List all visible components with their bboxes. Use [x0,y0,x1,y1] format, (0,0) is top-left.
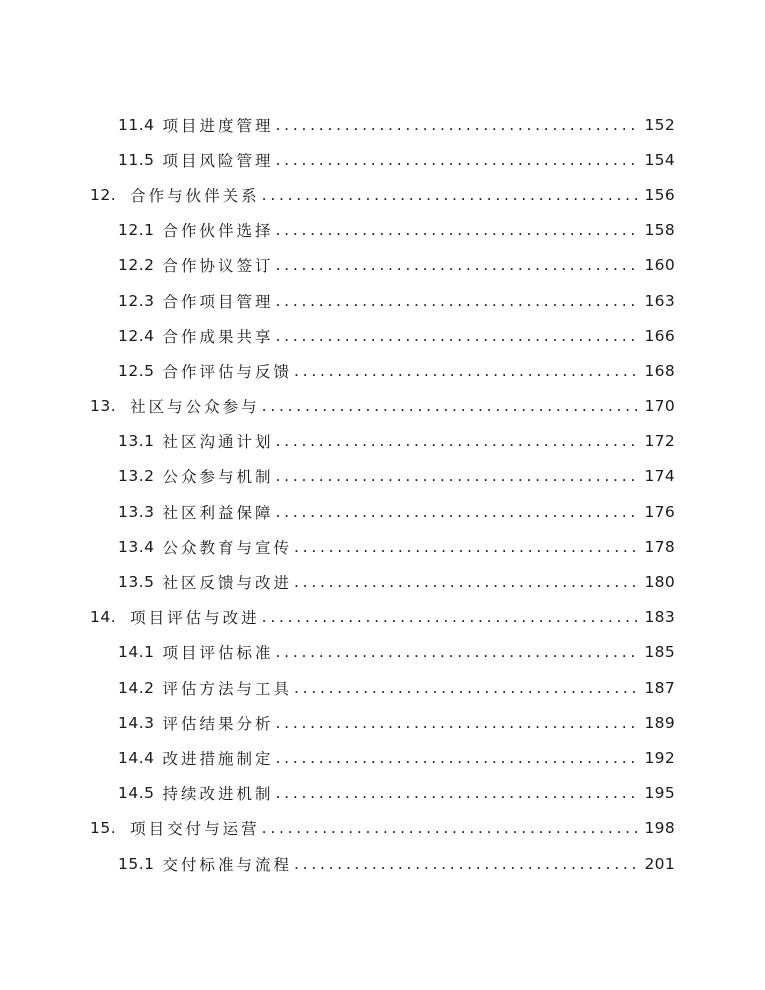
toc-section-entry[interactable] [0,846,675,881]
toc-section-entry[interactable] [0,107,675,142]
toc-entry-number: 14.2 [118,678,155,697]
toc-section-entry[interactable] [0,424,675,459]
toc-entry-title: 项目风险管理 [162,151,274,170]
toc-entry-number: 11.4 [118,115,155,134]
toc-dot-leader [276,292,635,310]
toc-entry-title: 社区与公众参与 [130,398,260,417]
toc-entry-page-number: 152 [644,115,675,134]
toc-dot-leader [276,714,635,732]
toc-entry-number: 14. [90,608,117,627]
toc-entry-title: 合作伙伴选择 [162,222,274,241]
toc-section-entry[interactable] [0,248,675,283]
toc-entry-page-number: 176 [644,502,675,521]
toc-entry-number: 14.4 [118,748,155,767]
toc-entry-title: 持续改进机制 [162,785,274,804]
toc-section-entry[interactable] [0,213,675,248]
toc-entry-title: 合作项目管理 [162,292,274,311]
toc-entry-title: 项目评估与改进 [130,609,260,628]
toc-entry-page-number: 172 [644,432,675,451]
toc-dot-leader [294,362,634,380]
toc-dot-leader [276,432,635,450]
toc-entry-title: 评估结果分析 [162,714,274,733]
toc-entry-page-number: 163 [644,291,675,310]
toc-entry-page-number: 198 [644,819,675,838]
toc-entry-number: 15. [90,819,117,838]
toc-dot-leader [276,503,635,521]
toc-entry-page-number: 187 [644,678,675,697]
toc-dot-leader [276,784,635,802]
toc-entry-title: 交付标准与流程 [162,855,293,874]
toc-entry-number: 14.1 [118,643,155,662]
toc-section-entry[interactable] [0,494,675,529]
toc-entry-number: 11.5 [118,150,155,169]
toc-dot-leader [276,643,635,661]
toc-dot-leader [276,327,635,345]
toc-entry-page-number: 168 [644,361,675,380]
toc-dot-leader [262,186,643,204]
toc-entry-title: 社区沟通计划 [162,433,274,452]
toc-entry-number: 12.2 [118,256,155,275]
toc-entry-page-number: 192 [644,748,675,767]
toc-dot-leader [276,221,635,239]
toc-entry-number: 13.4 [118,537,155,556]
toc-entry-number: 13.1 [118,432,155,451]
toc-section-entry[interactable] [0,635,675,670]
toc-dot-leader [276,256,635,274]
toc-entry-page-number: 156 [644,185,675,204]
toc-entry-title: 公众参与机制 [162,468,274,487]
toc-entry-title: 合作与伙伴关系 [130,186,260,205]
toc-dot-leader [294,538,634,556]
toc-entry-page-number: 183 [644,608,675,627]
toc-entry-title: 社区反馈与改进 [162,574,293,593]
toc-entry-page-number: 195 [644,784,675,803]
toc-entry-title: 合作协议签订 [162,257,274,276]
toc-entry-page-number: 158 [644,221,675,240]
toc-dot-leader [294,679,634,697]
toc-section-entry[interactable] [0,529,675,564]
toc-entry-number: 14.5 [118,784,155,803]
toc-section-entry[interactable] [0,353,675,388]
toc-section-entry[interactable] [0,670,675,705]
toc-dot-leader [294,573,634,591]
toc-entry-page-number: 180 [644,573,675,592]
toc-dot-leader [276,467,635,485]
toc-section-entry[interactable] [0,283,675,318]
toc-entry-title: 合作成果共享 [162,327,274,346]
toc-entry-number: 13. [90,397,117,416]
toc-section-entry[interactable] [0,740,675,775]
toc-dot-leader [276,116,635,134]
toc-entry-number: 12.3 [118,291,155,310]
toc-section-entry[interactable] [0,318,675,353]
toc-entry-number: 13.3 [118,502,155,521]
toc-entry-title: 项目评估标准 [162,644,274,663]
toc-entry-page-number: 178 [644,537,675,556]
toc-entry-number: 12.1 [118,221,155,240]
toc-dot-leader [294,855,634,873]
toc-entry-number: 15.1 [118,854,155,873]
toc-dot-leader [262,397,643,415]
toc-dot-leader [262,608,643,626]
toc-chapter-entry[interactable] [0,600,675,635]
toc-entry-page-number: 154 [644,150,675,169]
toc-entry-title: 项目交付与运营 [130,820,260,839]
toc-entry-page-number: 174 [644,467,675,486]
toc-dot-leader [276,749,635,767]
toc-chapter-entry[interactable] [0,811,675,846]
toc-entry-title: 评估方法与工具 [162,679,293,698]
toc-entry-page-number: 160 [644,256,675,275]
toc-section-entry[interactable] [0,564,675,599]
toc-entry-page-number: 201 [644,854,675,873]
toc-dot-leader [276,151,635,169]
toc-section-entry[interactable] [0,142,675,177]
toc-section-entry[interactable] [0,459,675,494]
toc-chapter-entry[interactable] [0,389,675,424]
toc-entry-number: 12.5 [118,361,155,380]
toc-chapter-entry[interactable] [0,177,675,212]
toc-section-entry[interactable] [0,705,675,740]
toc-entry-page-number: 189 [644,713,675,732]
toc-entry-number: 12. [90,185,117,204]
table-of-contents [0,107,765,881]
toc-entry-title: 社区利益保障 [162,503,274,522]
toc-entry-number: 14.3 [118,713,155,732]
toc-entry-title: 改进措施制定 [162,749,274,768]
toc-dot-leader [262,819,643,837]
toc-entry-number: 13.5 [118,573,155,592]
toc-entry-page-number: 170 [644,397,675,416]
toc-entry-page-number: 166 [644,326,675,345]
toc-entry-page-number: 185 [644,643,675,662]
toc-entry-number: 13.2 [118,467,155,486]
toc-entry-title: 公众教育与宣传 [162,538,293,557]
toc-section-entry[interactable] [0,776,675,811]
toc-entry-title: 项目进度管理 [162,116,274,135]
toc-entry-title: 合作评估与反馈 [162,362,293,381]
toc-entry-number: 12.4 [118,326,155,345]
